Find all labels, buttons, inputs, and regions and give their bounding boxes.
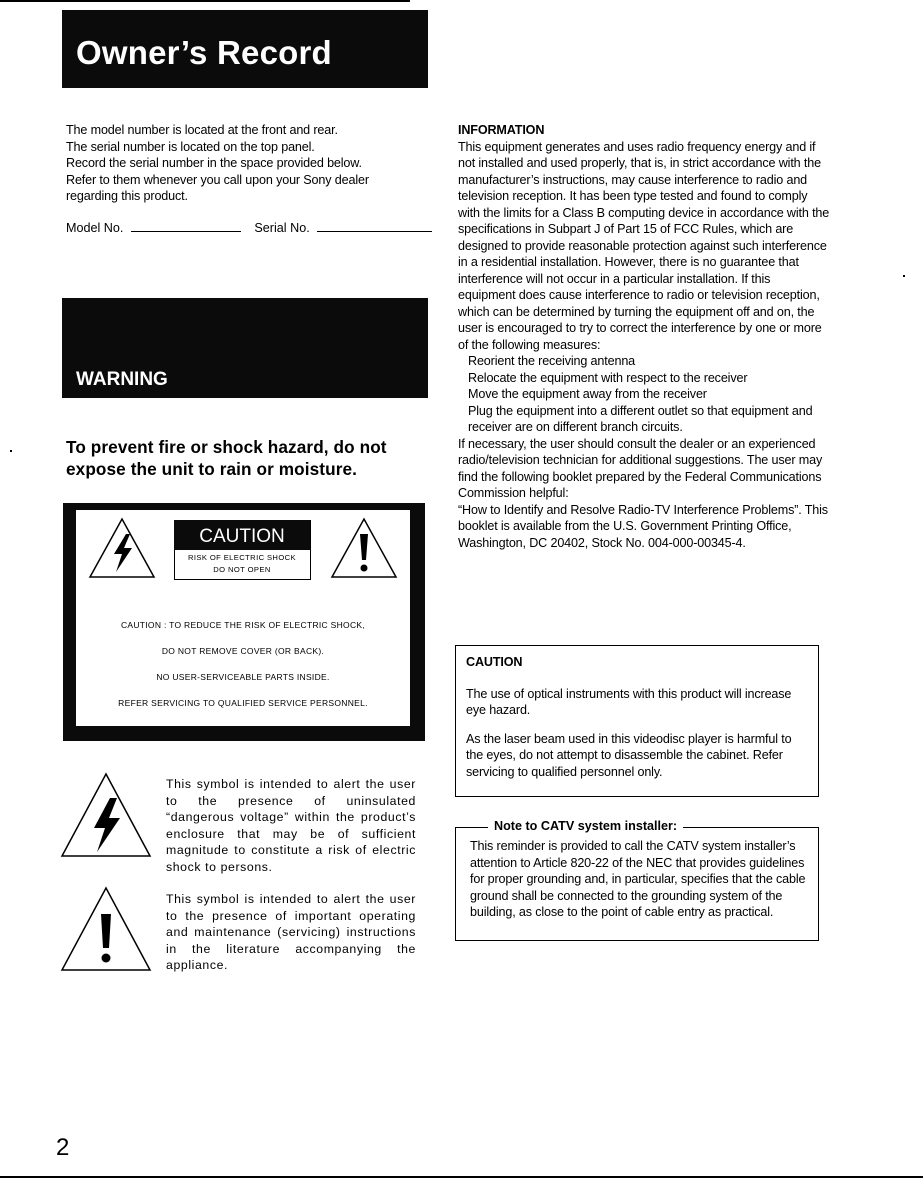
caution-heading: CAUTION [466, 655, 523, 669]
information-section [458, 122, 830, 551]
caution-sticker-title: CAUTION [199, 526, 285, 547]
serial-label: Serial No. [254, 221, 310, 235]
stray-mark [10, 450, 12, 452]
lightning-warning-icon [60, 770, 152, 860]
catv-notice-box [455, 827, 819, 941]
caution-label-text [76, 602, 410, 726]
caution-sticker-line: DO NOT OPEN [213, 565, 271, 574]
measure-item: Plug the equipment into a different outlet so that equipment and receiver are on different branch circuits. [468, 403, 813, 434]
measure-item: Relocate the equipment with respect to the receiver [468, 370, 748, 385]
lightning-warning-icon [88, 516, 156, 580]
intro-line: The serial number is located on the top panel. [66, 139, 315, 154]
caution-text-line: DO NOT REMOVE COVER (OR BACK). [161, 646, 325, 656]
catv-heading: Note to CATV system installer: [488, 819, 683, 833]
intro-line: regarding this product. [66, 189, 188, 203]
measure-item: Reorient the receiving antenna [468, 354, 636, 368]
catv-text: This reminder is provided to call the CATV system installer’s attention to Article 820-22 of the NEC that provides guidelines for proper grounding and, in particular, specifies that the cable ground shall be connected to the grounding system of the building, as close to the point of cable entry as practical. [470, 839, 806, 919]
intro-text [66, 122, 426, 205]
information-heading: INFORMATION [458, 123, 545, 137]
symbol-description: This symbol is intended to alert the user to the presence of uninsulated “dangerous voltage” within the product’s enclosure that may be of sufficient magnitude to constitute a risk of electric shock to persons. [166, 777, 416, 874]
intro-line: The model number is located at the front and rear. [66, 123, 338, 137]
caution-sticker-line: RISK OF ELECTRIC SHOCK [188, 553, 296, 562]
information-paragraph: If necessary, the user should consult the dealer or an experienced radio/television technician for additional suggestions. The user may find the following booklet prepared by the Federal Communications Commission helpful: [458, 436, 823, 500]
information-paragraph: This equipment generates and uses radio frequency energy and if not installed and used properly, that is, in strict accordance with the manufacturer’s instructions, may cause interference to radio and television reception. It has been type tested and found to comply with the limits for a Class B computing device in accordance with the specifications in Subpart J of Part 15 of FCC Rules, which are designed to provide reasonable protection against such interference in a residential installation. However, there is no guarantee that interference will not occur in a particular installation. If this equipment does cause interference to radio or television reception, which can be determined by turning the equipment off and on, the user is encouraged to try to correct the interference by one or more of the following measures: [458, 139, 830, 352]
information-paragraph: “How to Identify and Resolve Radio-TV Interference Problems”. This booklet is available from the U.S. Government Printing Office, Washington, DC 20402, Stock No. 004-000-00345-4. [458, 502, 828, 550]
caution-paragraph: The use of optical instruments with this product will increase eye hazard. [466, 686, 792, 717]
symbol-description: This symbol is intended to alert the user to the presence of important operating and maintenance (servicing) instructions in the literature accompanying the appliance. [166, 892, 416, 973]
intro-line: Record the serial number in the space provided below. [66, 156, 362, 170]
caution-text-line: REFER SERVICING TO QUALIFIED SERVICE PERSONNEL. [118, 698, 368, 708]
caution-text-line: NO USER-SERVICEABLE PARTS INSIDE. [156, 672, 330, 682]
caution-text-line: CAUTION : TO REDUCE THE RISK OF ELECTRIC SHOCK, [120, 620, 366, 630]
record-fields [66, 220, 436, 235]
intro-line: Refer to them whenever you call upon your Sony dealer [66, 172, 369, 187]
page-title: Owner’s Record [76, 34, 332, 71]
warning-title: WARNING [76, 369, 168, 390]
caution-notice-box [455, 645, 819, 797]
hazard-statement: To prevent fire or shock hazard, do not expose the unit to rain or moisture. [66, 437, 387, 479]
stray-mark [903, 275, 905, 277]
page-number: 2 [56, 1134, 70, 1161]
serial-field[interactable] [317, 220, 432, 232]
exclamation-warning-icon [60, 884, 152, 974]
measure-item: Move the equipment away from the receiver [468, 387, 707, 401]
model-field[interactable] [131, 220, 241, 232]
exclamation-warning-icon [330, 516, 398, 580]
top-rule [0, 0, 410, 2]
model-label: Model No. [66, 221, 124, 235]
caution-paragraph: As the laser beam used in this videodisc player is harmful to the eyes, do not attempt to disassemble the cabinet. Refer servicing to qualified personnel only. [466, 731, 792, 779]
